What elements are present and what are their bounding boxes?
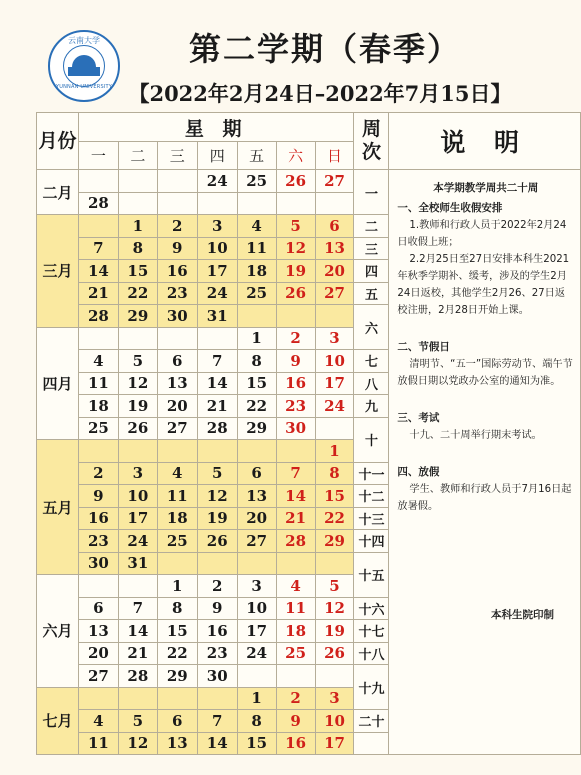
date-cell-thu: 28 (197, 417, 237, 440)
date-cell-thu: 7 (197, 710, 237, 733)
date-cell-mon: 11 (78, 372, 118, 395)
date-cell-sat: 14 (276, 485, 315, 508)
date-cell-wed: 13 (157, 732, 197, 755)
date-cell-tue: 1 (118, 215, 157, 238)
date-cell-wed: 20 (157, 395, 197, 418)
date-cell-fri: 8 (237, 350, 276, 373)
date-cell-tue: 15 (118, 260, 157, 283)
date-cell-thu: 12 (197, 485, 237, 508)
month-label: 四月 (37, 327, 79, 440)
date-cell-mon: 13 (78, 620, 118, 643)
date-cell-sun: 22 (315, 507, 354, 530)
date-cell-fri: 15 (237, 732, 276, 755)
date-range: 【2022年2月24日–2022年7月15日】 (128, 81, 512, 106)
date-cell-thu (197, 192, 237, 215)
date-cell-sun (315, 665, 354, 688)
date-cell-thu: 14 (197, 372, 237, 395)
date-cell-mon (78, 170, 118, 193)
date-cell-sat: 11 (276, 597, 315, 620)
date-cell-sun: 27 (315, 282, 354, 305)
date-cell-fri (237, 665, 276, 688)
date-cell-sun: 5 (315, 575, 354, 598)
date-cell-sun: 15 (315, 485, 354, 508)
date-cell-sun (315, 417, 354, 440)
day-header-tue: 二 (118, 142, 157, 170)
date-cell-mon: 4 (78, 350, 118, 373)
date-cell-sat (276, 440, 315, 463)
date-cell-tue: 5 (118, 710, 157, 733)
date-cell-sat: 9 (276, 350, 315, 373)
date-cell-wed: 15 (157, 620, 197, 643)
date-cell-thu: 24 (197, 170, 237, 193)
page-title: 第二学期（春季） (188, 30, 461, 68)
date-cell-sat: 18 (276, 620, 315, 643)
date-cell-sat: 2 (276, 327, 315, 350)
date-cell-sun: 17 (315, 372, 354, 395)
week-number: 四 (354, 260, 389, 283)
date-cell-mon: 28 (78, 192, 118, 215)
date-cell-sun: 26 (315, 642, 354, 665)
date-cell-fri: 29 (237, 417, 276, 440)
date-cell-fri (237, 305, 276, 328)
logo-building-icon (68, 67, 100, 76)
date-cell-tue (118, 440, 157, 463)
date-cell-mon: 4 (78, 710, 118, 733)
date-cell-sun: 10 (315, 710, 354, 733)
date-cell-sat: 26 (276, 282, 315, 305)
date-cell-mon: 2 (78, 462, 118, 485)
day-header-wed: 三 (157, 142, 197, 170)
month-label: 三月 (37, 215, 79, 328)
date-cell-wed: 18 (157, 507, 197, 530)
date-cell-tue: 26 (118, 417, 157, 440)
date-cell-thu: 3 (197, 215, 237, 238)
date-cell-sat: 4 (276, 575, 315, 598)
date-cell-wed: 29 (157, 665, 197, 688)
date-cell-fri: 24 (237, 642, 276, 665)
day-header-thu: 四 (197, 142, 237, 170)
notes-section-title: 三、考试 (397, 412, 440, 424)
month-label: 五月 (37, 440, 79, 575)
printer-credit: 本科生院印制 (491, 609, 554, 621)
date-cell-tue: 17 (118, 507, 157, 530)
date-cell-sun: 1 (315, 440, 354, 463)
date-cell-fri (237, 192, 276, 215)
date-cell-fri: 13 (237, 485, 276, 508)
week-number: 七 (354, 350, 389, 373)
week-number: 十九 (354, 665, 389, 710)
date-cell-mon: 28 (78, 305, 118, 328)
date-cell-wed (157, 687, 197, 710)
date-cell-fri: 4 (237, 215, 276, 238)
date-cell-wed: 6 (157, 350, 197, 373)
date-cell-mon (78, 215, 118, 238)
date-cell-wed: 1 (157, 575, 197, 598)
notes-paragraph: 清明节、“五一”国际劳动节、端午节放假日期以党政办公室的通知为准。 (397, 359, 573, 387)
day-header-sun: 日 (315, 142, 354, 170)
date-cell-fri (237, 440, 276, 463)
date-cell-wed (157, 440, 197, 463)
date-cell-wed (157, 552, 197, 575)
date-cell-thu (197, 327, 237, 350)
date-cell-fri: 11 (237, 237, 276, 260)
date-cell-wed: 25 (157, 530, 197, 553)
date-cell-fri (237, 552, 276, 575)
date-cell-sat: 23 (276, 395, 315, 418)
week-number: 十六 (354, 597, 389, 620)
date-cell-sat (276, 552, 315, 575)
date-cell-sun (315, 305, 354, 328)
date-cell-mon (78, 327, 118, 350)
date-cell-tue (118, 192, 157, 215)
date-cell-tue: 24 (118, 530, 157, 553)
date-cell-sat: 21 (276, 507, 315, 530)
date-cell-sun: 17 (315, 732, 354, 755)
notes-summary: 本学期教学周共二十周 (433, 182, 539, 194)
notes-paragraph: 1.教师和行政人员于2022年2月24日收假上班； (397, 220, 567, 248)
date-cell-fri: 20 (237, 507, 276, 530)
date-cell-fri: 10 (237, 597, 276, 620)
logo-bottom-text: YUNNAN UNIVERSITY (55, 84, 113, 90)
week-number: 二 (354, 215, 389, 238)
week-number: 二十 (354, 710, 389, 733)
date-cell-sun: 10 (315, 350, 354, 373)
date-cell-mon: 27 (78, 665, 118, 688)
notes-paragraph: 2.2月25日至27日安排本科生2021年秋季学期补、缓考，涉及的学生2月24日返校，其他学生2月26、27日返校注册，2月28日开始上课。 (397, 254, 570, 316)
date-cell-fri: 25 (237, 170, 276, 193)
date-cell-fri: 1 (237, 327, 276, 350)
date-cell-fri: 27 (237, 530, 276, 553)
date-cell-tue: 31 (118, 552, 157, 575)
date-cell-mon: 14 (78, 260, 118, 283)
date-cell-wed: 4 (157, 462, 197, 485)
date-cell-fri: 15 (237, 372, 276, 395)
date-cell-thu: 17 (197, 260, 237, 283)
weekday-header: 星 期 (78, 113, 354, 142)
week-column-header: 周次 (354, 113, 389, 170)
week-number: 八 (354, 372, 389, 395)
day-header-fri: 五 (237, 142, 276, 170)
date-cell-fri: 18 (237, 260, 276, 283)
date-cell-thu: 10 (197, 237, 237, 260)
date-cell-wed: 9 (157, 237, 197, 260)
date-cell-sat: 9 (276, 710, 315, 733)
date-cell-fri: 25 (237, 282, 276, 305)
date-cell-tue: 8 (118, 237, 157, 260)
week-number: 五 (354, 282, 389, 305)
date-cell-wed: 8 (157, 597, 197, 620)
date-cell-tue: 28 (118, 665, 157, 688)
date-cell-wed: 30 (157, 305, 197, 328)
date-cell-thu: 31 (197, 305, 237, 328)
week-number (354, 732, 389, 755)
day-header-sat: 六 (276, 142, 315, 170)
date-cell-sat: 16 (276, 372, 315, 395)
date-cell-tue: 29 (118, 305, 157, 328)
week-number: 十 (354, 417, 389, 462)
date-cell-fri: 17 (237, 620, 276, 643)
date-cell-sat: 2 (276, 687, 315, 710)
date-cell-tue: 3 (118, 462, 157, 485)
notes-header: 说 明 (389, 113, 581, 170)
date-cell-mon: 7 (78, 237, 118, 260)
date-cell-wed: 13 (157, 372, 197, 395)
date-cell-tue: 7 (118, 597, 157, 620)
date-cell-thu: 24 (197, 282, 237, 305)
date-cell-sun: 3 (315, 327, 354, 350)
week-number: 十四 (354, 530, 389, 553)
date-cell-tue: 12 (118, 372, 157, 395)
date-cell-sat: 16 (276, 732, 315, 755)
date-cell-tue: 22 (118, 282, 157, 305)
week-number: 十一 (354, 462, 389, 485)
date-cell-mon: 23 (78, 530, 118, 553)
date-cell-fri: 22 (237, 395, 276, 418)
date-cell-wed: 27 (157, 417, 197, 440)
date-cell-mon: 18 (78, 395, 118, 418)
date-cell-sat (276, 665, 315, 688)
date-cell-sat: 28 (276, 530, 315, 553)
date-cell-mon: 6 (78, 597, 118, 620)
date-cell-sat: 5 (276, 215, 315, 238)
date-cell-sun: 27 (315, 170, 354, 193)
date-cell-wed: 23 (157, 282, 197, 305)
date-cell-sat: 19 (276, 260, 315, 283)
date-cell-thu: 26 (197, 530, 237, 553)
date-cell-mon (78, 687, 118, 710)
date-cell-wed (157, 327, 197, 350)
date-cell-mon: 16 (78, 507, 118, 530)
date-cell-sun: 19 (315, 620, 354, 643)
week-number: 三 (354, 237, 389, 260)
date-cell-sun: 29 (315, 530, 354, 553)
date-cell-thu: 14 (197, 732, 237, 755)
date-cell-wed: 16 (157, 260, 197, 283)
week-number: 九 (354, 395, 389, 418)
date-cell-fri: 8 (237, 710, 276, 733)
month-column-header: 月份 (37, 113, 79, 170)
date-cell-sat: 30 (276, 417, 315, 440)
notes-paragraph: 学生、教师和行政人员于7月16日起放暑假。 (397, 484, 572, 512)
notes-paragraph: 十九、二十周举行期末考试。 (409, 430, 542, 441)
date-cell-wed (157, 170, 197, 193)
date-cell-mon (78, 575, 118, 598)
date-cell-sun: 6 (315, 215, 354, 238)
date-cell-wed: 22 (157, 642, 197, 665)
date-cell-sat: 12 (276, 237, 315, 260)
date-cell-thu (197, 552, 237, 575)
date-cell-thu: 7 (197, 350, 237, 373)
notes-panel (389, 170, 581, 755)
date-cell-wed: 2 (157, 215, 197, 238)
date-cell-thu: 21 (197, 395, 237, 418)
date-cell-tue (118, 170, 157, 193)
logo-top-text: 云南大学 (68, 36, 100, 45)
date-cell-mon: 21 (78, 282, 118, 305)
date-cell-thu: 2 (197, 575, 237, 598)
date-cell-sat: 25 (276, 642, 315, 665)
date-cell-fri: 1 (237, 687, 276, 710)
date-cell-sat: 26 (276, 170, 315, 193)
date-cell-sun: 24 (315, 395, 354, 418)
date-cell-thu: 9 (197, 597, 237, 620)
week-number: 十八 (354, 642, 389, 665)
date-cell-tue (118, 575, 157, 598)
date-cell-mon: 25 (78, 417, 118, 440)
date-cell-tue: 5 (118, 350, 157, 373)
date-cell-mon (78, 440, 118, 463)
semester-calendar (36, 112, 581, 755)
date-cell-thu: 5 (197, 462, 237, 485)
notes-section-title: 二、节假日 (397, 341, 450, 353)
month-label: 二月 (37, 170, 79, 215)
date-cell-tue: 10 (118, 485, 157, 508)
date-cell-mon: 9 (78, 485, 118, 508)
date-cell-sun: 12 (315, 597, 354, 620)
date-cell-fri: 6 (237, 462, 276, 485)
month-label: 六月 (37, 575, 79, 688)
month-label: 七月 (37, 687, 79, 755)
date-cell-mon: 30 (78, 552, 118, 575)
date-cell-sun: 20 (315, 260, 354, 283)
notes-section-title: 四、放假 (397, 466, 440, 478)
date-cell-tue (118, 327, 157, 350)
date-cell-sat (276, 305, 315, 328)
date-cell-wed: 11 (157, 485, 197, 508)
date-cell-tue (118, 687, 157, 710)
date-cell-tue: 19 (118, 395, 157, 418)
date-cell-sun: 13 (315, 237, 354, 260)
notes-section-title: 一、全校师生收假安排 (397, 202, 503, 214)
calendar-row (37, 170, 581, 193)
date-cell-thu: 19 (197, 507, 237, 530)
week-number: 十五 (354, 552, 389, 597)
date-cell-fri: 3 (237, 575, 276, 598)
week-number: 十七 (354, 620, 389, 643)
day-header-mon: 一 (78, 142, 118, 170)
date-cell-sat: 7 (276, 462, 315, 485)
date-cell-sun: 3 (315, 687, 354, 710)
date-cell-sun: 8 (315, 462, 354, 485)
date-cell-mon: 11 (78, 732, 118, 755)
date-cell-wed (157, 192, 197, 215)
date-cell-tue: 14 (118, 620, 157, 643)
date-cell-thu (197, 687, 237, 710)
date-cell-sat (276, 192, 315, 215)
date-cell-thu: 30 (197, 665, 237, 688)
week-number: 六 (354, 305, 389, 350)
date-cell-sun (315, 552, 354, 575)
week-number: 一 (354, 170, 389, 215)
week-number: 十二 (354, 485, 389, 508)
date-cell-sun (315, 192, 354, 215)
date-cell-mon: 20 (78, 642, 118, 665)
week-number: 十三 (354, 507, 389, 530)
date-cell-thu: 23 (197, 642, 237, 665)
date-cell-wed: 6 (157, 710, 197, 733)
date-cell-tue: 21 (118, 642, 157, 665)
date-cell-thu: 16 (197, 620, 237, 643)
date-cell-thu (197, 440, 237, 463)
date-cell-tue: 12 (118, 732, 157, 755)
